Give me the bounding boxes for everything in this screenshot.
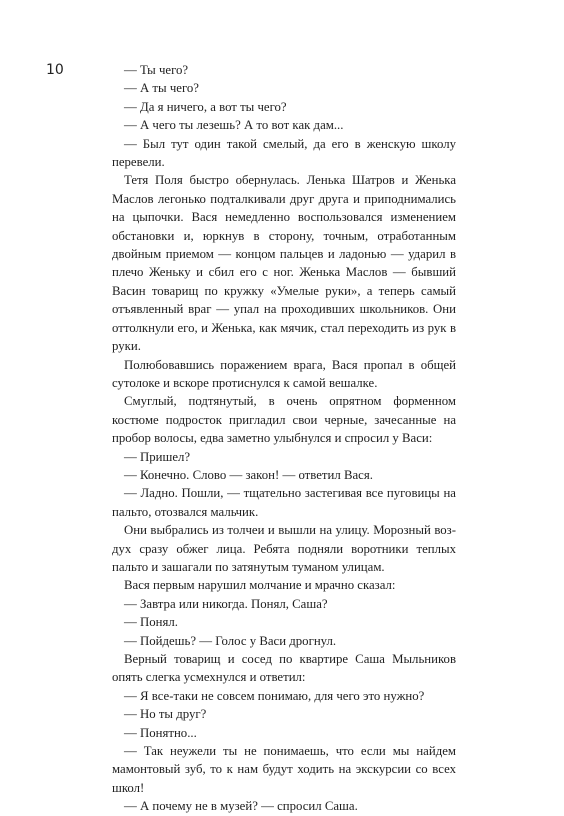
paragraph-19: — Но ты друг? [124, 707, 207, 722]
paragraph-4: — А чего ты лезешь? А то вот как дам... [124, 118, 344, 133]
paragraph-7: Полюбовавшись поражением врага, Вася пропал в общей сутолоке и вскоре протиснулся к самой вешалке. [112, 357, 456, 390]
paragraph-3: — Да я ничего, а вот ты чего? [124, 99, 287, 114]
paragraph-20: — Понятно... [124, 725, 197, 740]
paragraph-14: — Завтра или никогда. Понял, Саша? [124, 596, 328, 611]
paragraph-1: — Ты чего? [124, 63, 189, 77]
paragraph-21: — Так неужели ты не понимаешь, что если мы найдем мамонтовый зуб, то к нам будут ходить на экскурсии со всех школ! [112, 744, 456, 795]
paragraph-13: Вася первым нарушил молчание и мрачно сказал: [124, 578, 396, 593]
paragraph-6: Тетя Поля быстро обернулась. Ленька Шатров и Женька Маслов легонько подталкивали друг друга и приподнимались на цыпочки. Вася немедленно воспользовался изменением обстановки и, юркнув в сторону, точным, отработанным двойным приемом — концом пальцев и ладонью — ударил в плечо Женьку и сбил его с ног. Женька Маслов — бывший Васин товарищ по кружку «Умелые руки», а теперь самый отъявленный враг — упал на проходивших школьников. Они оттолкнули его, и Женька, как мячик, стал переходить из рук в руки. [112, 173, 456, 354]
paragraph-5: — Был тут один такой смелый, да его в женскую школу перевели. [112, 136, 456, 170]
paragraph-22: — А почему не в музей? — спросил Саша. [124, 799, 358, 814]
paragraph-16: — Пойдешь? — Голос у Васи дрогнул. [124, 633, 337, 648]
paragraph-18: — Я все-таки не совсем понимаю, для чего это нужно? [124, 688, 425, 703]
paragraph-9: — Пришел? [124, 449, 191, 464]
paragraph-11: — Ладно. Пошли, — тщательно застегивая все пуговицы на пальто, отозвался мальчик. [112, 486, 456, 519]
paragraph-2: — А ты чего? [124, 81, 199, 96]
paragraph-15: — Понял. [124, 615, 178, 630]
paragraph-10: — Конечно. Слово — закон! — ответил Вася. [124, 467, 373, 482]
page-number: 10 [46, 62, 64, 78]
page-text [112, 61, 456, 816]
paragraph-17: Верный товарищ и сосед по квартире Саша Мыльников опять слегка усмехнулся и ответил: [112, 652, 456, 685]
paragraph-8: Смуглый, подтянутый, в очень опрятном форменном костюме подросток пригладил свои черные, зачесанные на пробор волосы, едва заметно улыбнулся и спросил у Васи: [112, 394, 456, 446]
paragraph-12: Они выбрались из толчеи и вышли на улицу. Морозный воздух сразу обжег лица. Ребята подняли воротники теплых пальто и зашагали по затянутым туманом улицам. [112, 523, 456, 574]
